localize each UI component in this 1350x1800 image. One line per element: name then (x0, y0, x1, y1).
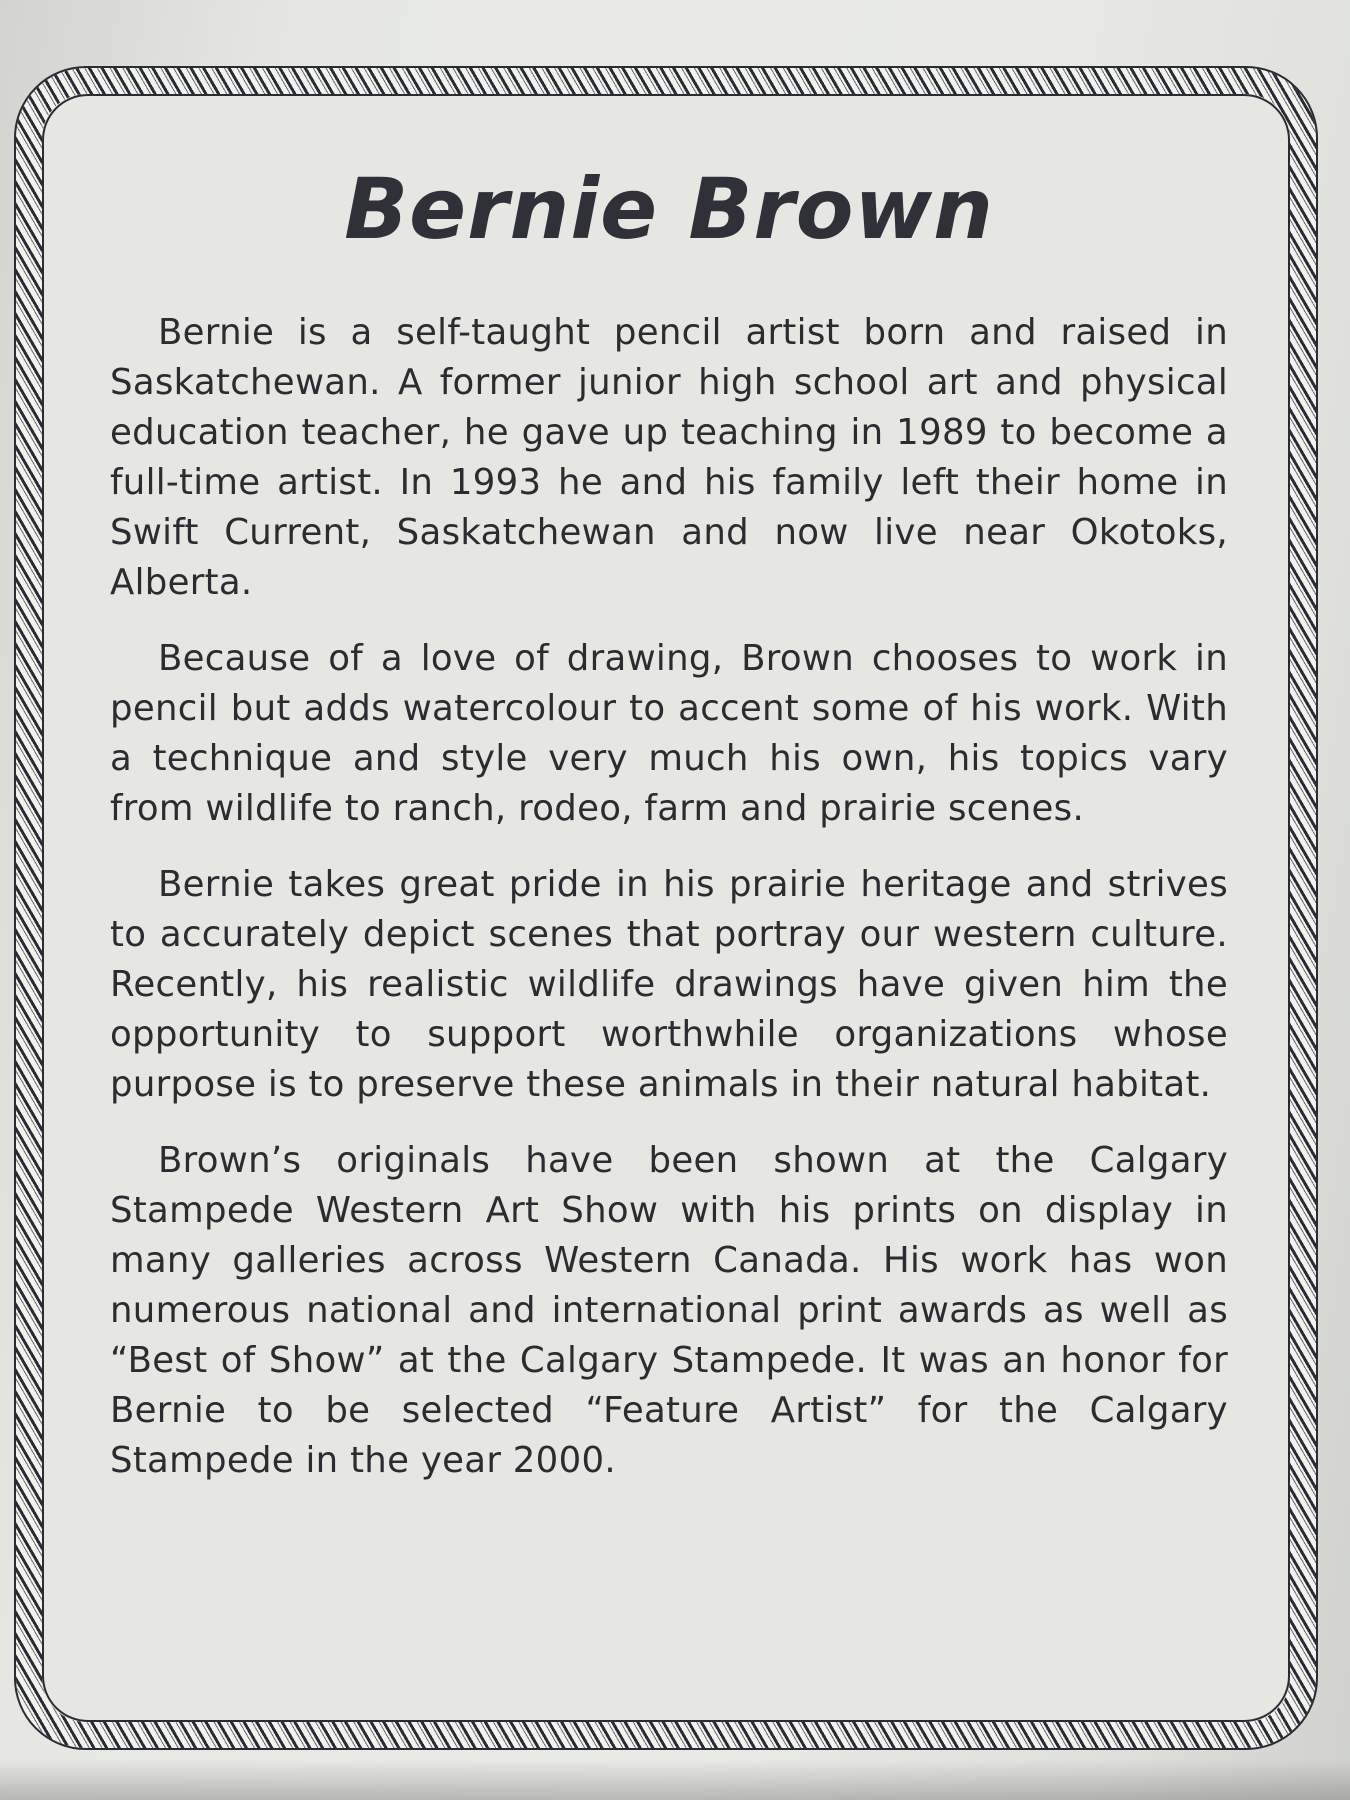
bio-paragraph-2: Because of a love of drawing, Brown chooses to work in pencil but adds watercolour to accent some of his work. With a technique and style very much his own, his topics vary from wildlife to ranch, rodeo, farm and prairie scenes. (110, 638, 1228, 829)
page-shadow (0, 1760, 1350, 1800)
bio-paragraph-1: Bernie is a self-taught pencil artist born and raised in Saskatchewan. A former junior high school art and physical education teacher, he gave up teaching in 1989 to become a full-time artist. In 1993 he and his family left their home in Swift Current, Saskatchewan and now live near Okotoks, Alberta. (110, 312, 1228, 603)
bio-paragraph-4: Brown’s originals have been shown at the Calgary Stampede Western Art Show with his prints on display in many galleries across Western Canada. His work has won numerous national and international print awards as well as “Best of Show” at the Calgary Stampede. It was an honor for Bernie to be selected “Feature Artist” for the Calgary Stampede in the year 2000. (110, 1140, 1228, 1481)
bio-paragraph-3: Bernie takes great pride in his prairie heritage and strives to accurately depict scenes that portray our western culture. Recently, his realistic wildlife drawings have given him the opportunity to support worthwhile organizations whose purpose is to preserve these animals in their natural habitat. (110, 864, 1228, 1105)
bio-text-block (110, 160, 1228, 1512)
artist-name-title: Bernie Brown (344, 160, 994, 258)
